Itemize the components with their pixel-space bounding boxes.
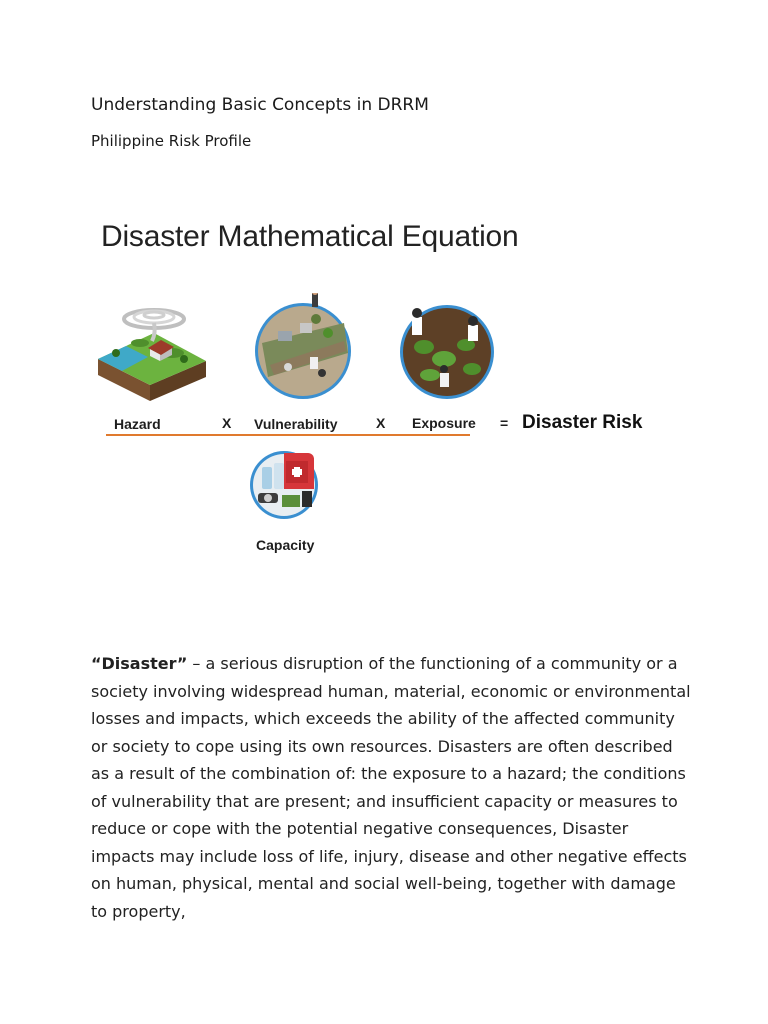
disaster-risk-label: Disaster Risk: [522, 412, 643, 433]
multiply-operator: X: [376, 415, 386, 431]
figure-heading: Disaster Mathematical Equation: [101, 220, 519, 253]
exposure-farm-icon: [394, 297, 500, 403]
equation-underline: [106, 434, 470, 436]
definition-text: – a serious disruption of the functioning of a community or a society involving widespread human, material, economic or environmental losses and impacts, which exceeds the ability of the affected community or society to cope using its own resources. Disasters are often described as a result of the combination of: the exposure to a hazard; the conditions of vulnerability that are present; and insufficient capacity or measures to reduce or cope with the potential negative consequences, Disaster impacts may include loss of life, injury, disease and other negative effects on human, physical, mental and social well-being, together with damage to property,: [91, 654, 691, 921]
hazard-label: Hazard: [114, 416, 161, 432]
multiply-operator: X: [222, 415, 232, 431]
capacity-kit-icon: [246, 439, 326, 523]
vulnerability-community-icon: [248, 293, 358, 403]
capacity-label: Capacity: [256, 537, 315, 553]
disaster-definition: [91, 650, 691, 925]
exposure-label: Exposure: [412, 415, 476, 431]
definition-term: “Disaster”: [91, 654, 188, 673]
disaster-equation-figure: [90, 205, 690, 565]
page-title: Understanding Basic Concepts in DRRM: [91, 95, 429, 115]
equals-operator: =: [500, 415, 509, 431]
vulnerability-label: Vulnerability: [254, 416, 338, 432]
page-subtitle: Philippine Risk Profile: [91, 132, 252, 150]
hazard-storm-icon: [92, 293, 212, 405]
